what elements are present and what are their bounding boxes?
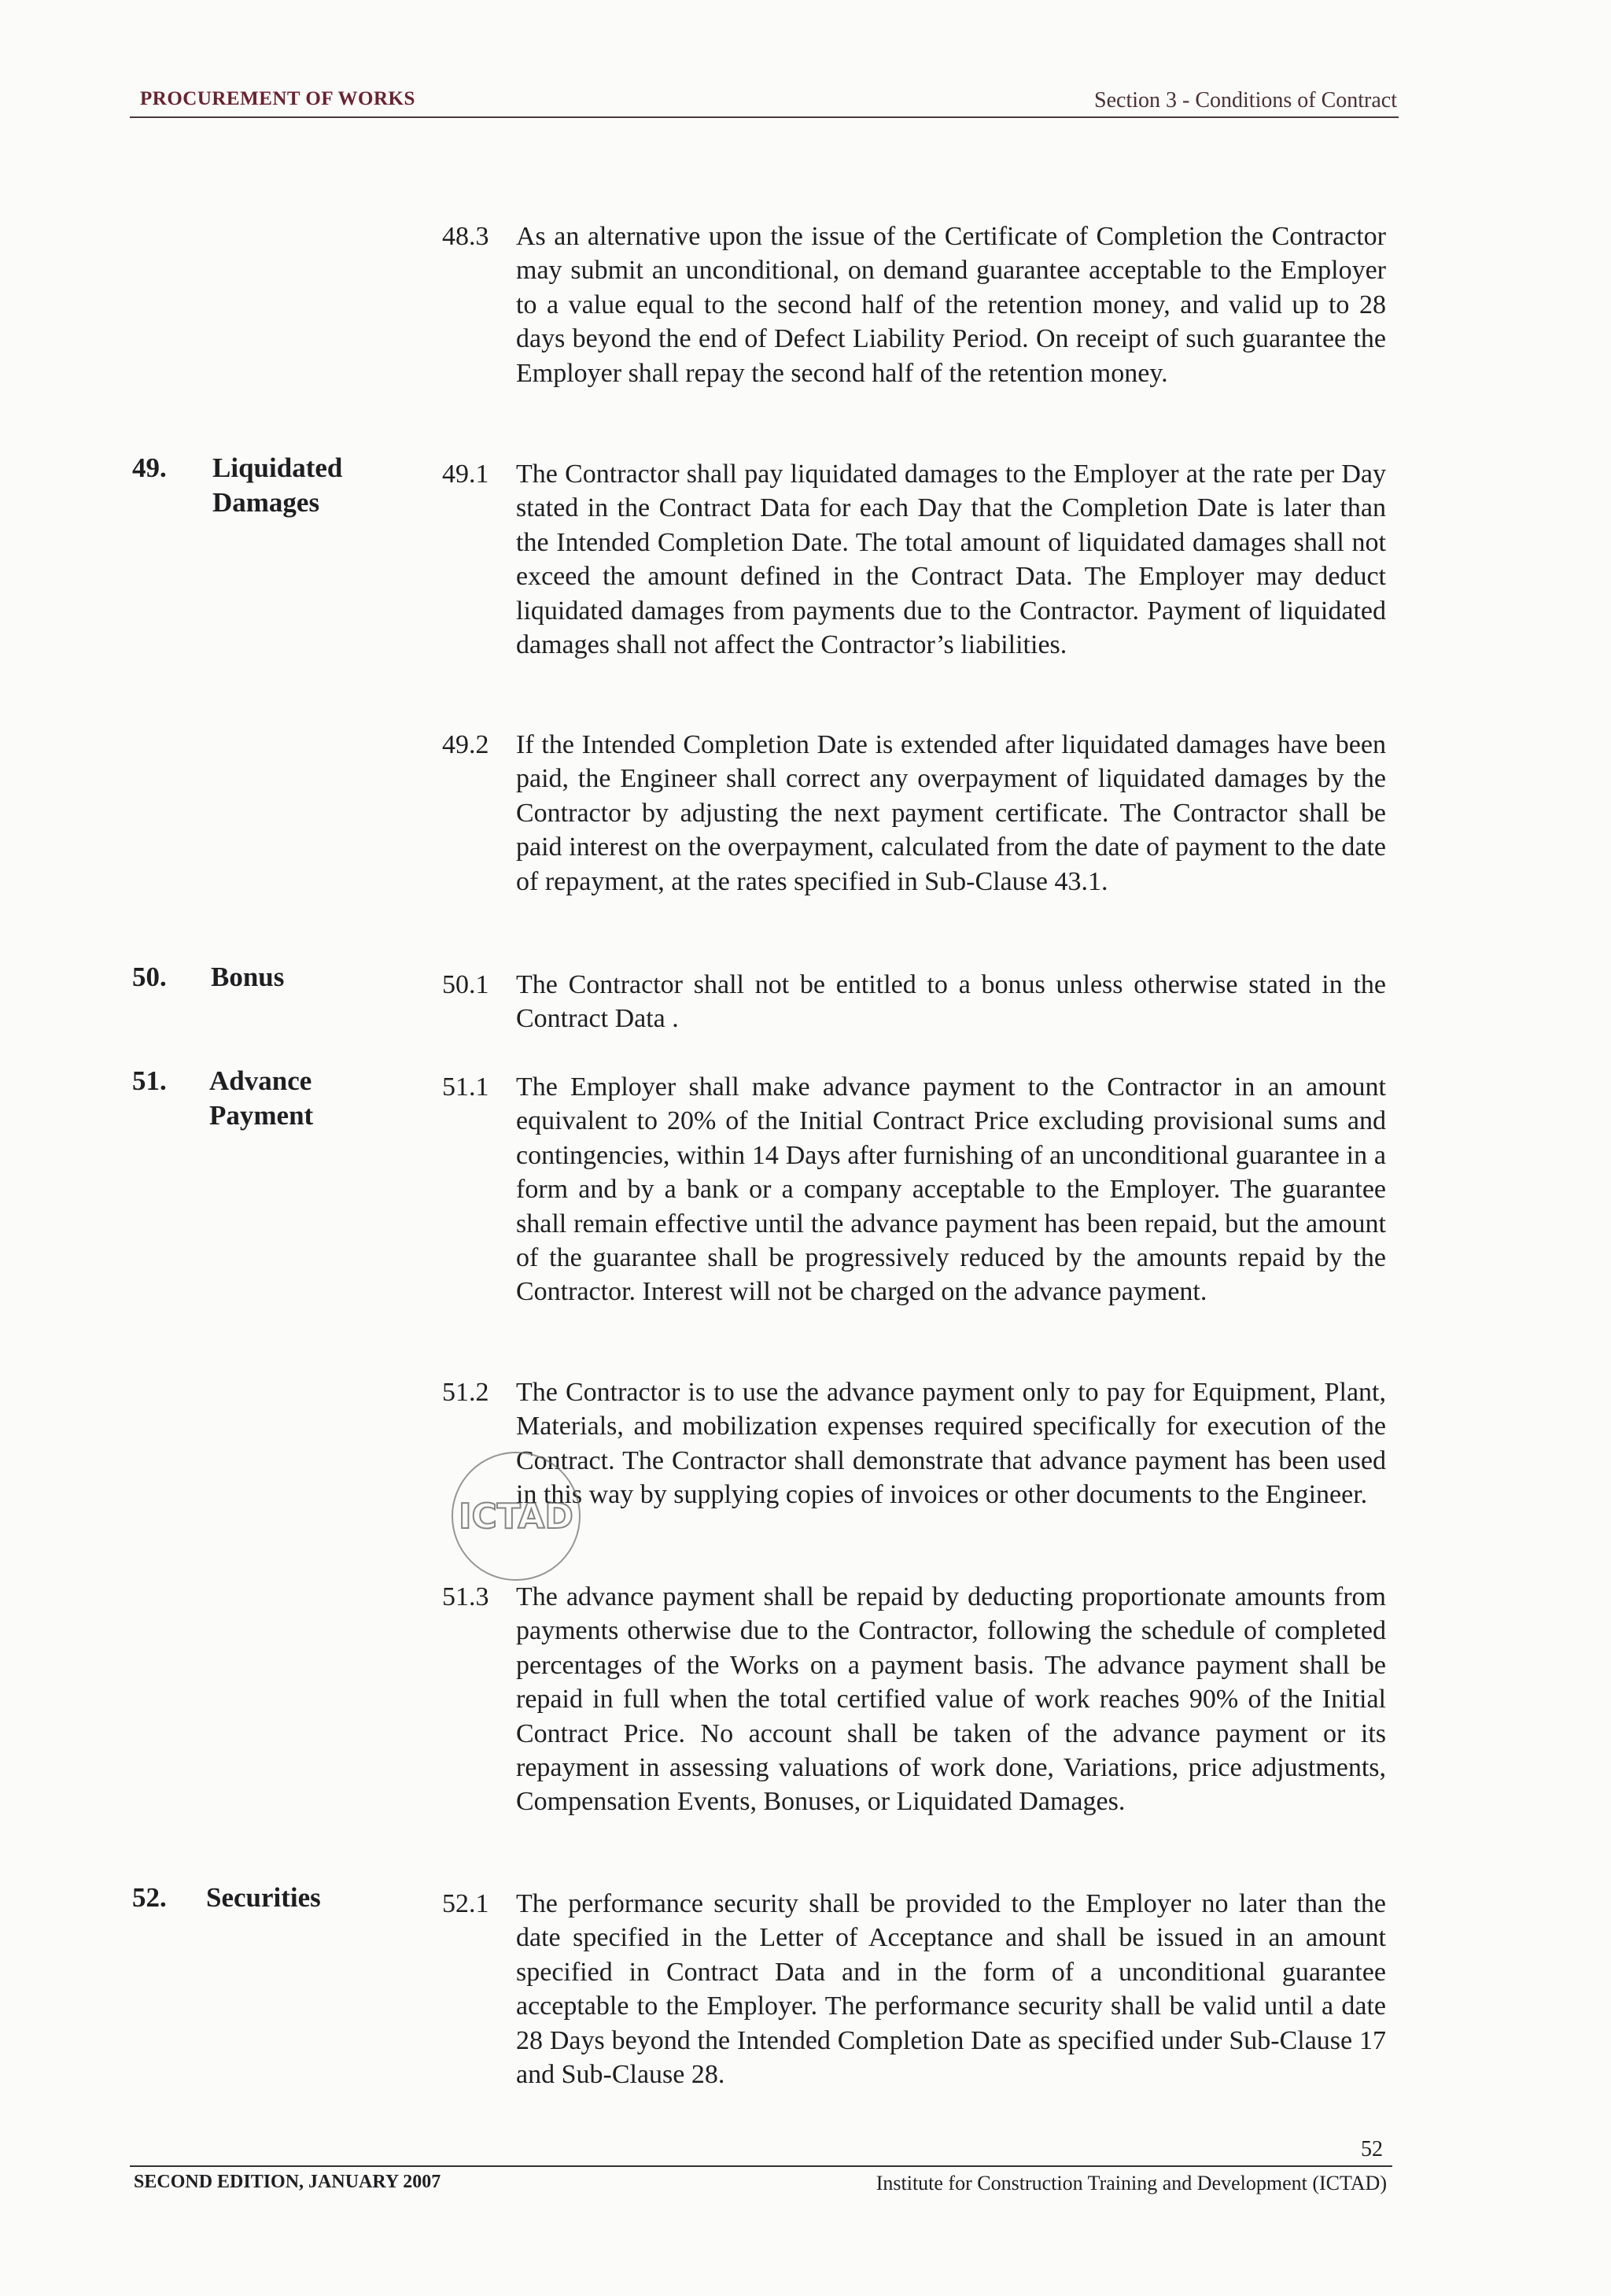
header-rule [130,116,1399,118]
clause-text: The Contractor is to use the advance payment only to pay for Equipment, Plant, Materials, and mobilization expenses required specifically for execution of the Contract. The Contractor shall demonstrate that advance payment has been used in this way by supplying copies of invoices or other documents to the Engineer. [516,1378,1386,1510]
clause-text: The Employer shall make advance payment to the Contractor in an amount equivalent to 20% of the Initial Contract Price excluding provisional sums and contingencies, within 14 Days after furnishing of an unconditional guarantee in a form and by a bank or a company acceptable to the Employer. The guarantee shall remain effective until the advance payment has been repaid, but the amount of the guarantee shall be progressively reduced by the amounts repaid by the Contractor. Interest will not be charged on the advance payment. [516,1072,1386,1307]
page-number: 52 [1361,2137,1383,2161]
clause-49-2 [442,728,1386,899]
clause-number: 48.3 [442,222,489,251]
clause-text: The Contractor shall not be entitled to a bonus unless otherwise stated in the Contract Data . [516,970,1386,1034]
section-number: 50. [132,962,167,992]
footer-publisher: Institute for Construction Training and Development (ICTAD) [876,2172,1387,2194]
section-number: 51. [132,1065,167,1096]
clause-number: 52.1 [442,1889,489,1918]
clause-number: 51.2 [442,1378,489,1407]
section-name: Advance Payment [209,1065,314,1131]
clause-51-2 [442,1375,1386,1512]
clause-number: 51.3 [442,1582,489,1611]
clause-text: As an alternative upon the issue of the Certificate of Completion the Contractor may submit an unconditional, on demand guarantee acceptable to the Employer to a value equal to the second half of the retention money, and valid up to 28 days beyond the end of Defect Liability Period. On receipt of such guarantee the Employer shall repay the second half of the retention money. [516,222,1386,388]
clause-text: The advance payment shall be repaid by deducting proportionate amounts from payments otherwise due to the Contractor, following the schedule of completed percentages of the Works on a payment basis. The advance payment shall be repaid in full when the total certified value of work reaches 90% of the Initial Contract Price. No account shall be taken of the advance payment or its repayment in assessing valuations of work done, Variations, price adjustments, Compensation Events, Bonuses, or Liquidated Damages. [516,1582,1386,1817]
section-name: Liquidated Damages [212,452,343,518]
ictad-stamp: ICTAD [452,1452,581,1581]
header-section: Section 3 - Conditions of Contract [1094,88,1397,113]
header-title: PROCUREMENT OF WORKS [140,88,415,109]
clause-number: 50.1 [442,970,489,999]
clause-49-1 [442,457,1386,662]
clause-number: 51.1 [442,1072,489,1102]
clause-48-3 [442,220,1386,390]
section-name: Bonus [211,962,285,992]
footer-edition: SECOND EDITION, JANUARY 2007 [134,2172,441,2192]
section-number: 52. [132,1882,167,1913]
clause-51-3 [442,1580,1386,1819]
clause-number: 49.2 [442,730,489,759]
section-name: Securities [206,1882,321,1913]
clause-52-1 [442,1887,1386,2091]
clause-text: The Contractor shall pay liquidated damages to the Employer at the rate per Day stated in the Contract Data for each Day that the Completion Date is later than the Intended Completion Date. The total amount of liquidated damages shall not exceed the amount defined in the Contract Data. The Employer may deduct liquidated damages from payments due to the Contractor. Payment of liquidated damages shall not affect the Contractor’s liabilities. [516,460,1386,660]
section-number: 49. [132,452,167,483]
clause-51-1 [442,1070,1386,1309]
clause-number: 49.1 [442,460,489,489]
clause-50-1 [442,968,1386,1036]
clause-text: If the Intended Completion Date is extended after liquidated damages have been paid, the Engineer shall correct any overpayment of liquidated damages by the Contractor by adjusting the next payment certificate. The Contractor shall be paid interest on the overpayment, calculated from the date of payment to the date of repayment, at the rates specified in Sub-Clause 43.1. [516,730,1386,896]
footer-rule [130,2165,1392,2167]
clause-text: The performance security shall be provided to the Employer no later than the date specified in the Letter of Acceptance and shall be issued in an amount specified in Contract Data and in the form of a unconditional guarantee acceptable to the Employer. The performance security shall be valid until a date 28 Days beyond the Intended Completion Date as specified under Sub-Clause 17 and Sub-Clause 28. [516,1889,1386,2090]
